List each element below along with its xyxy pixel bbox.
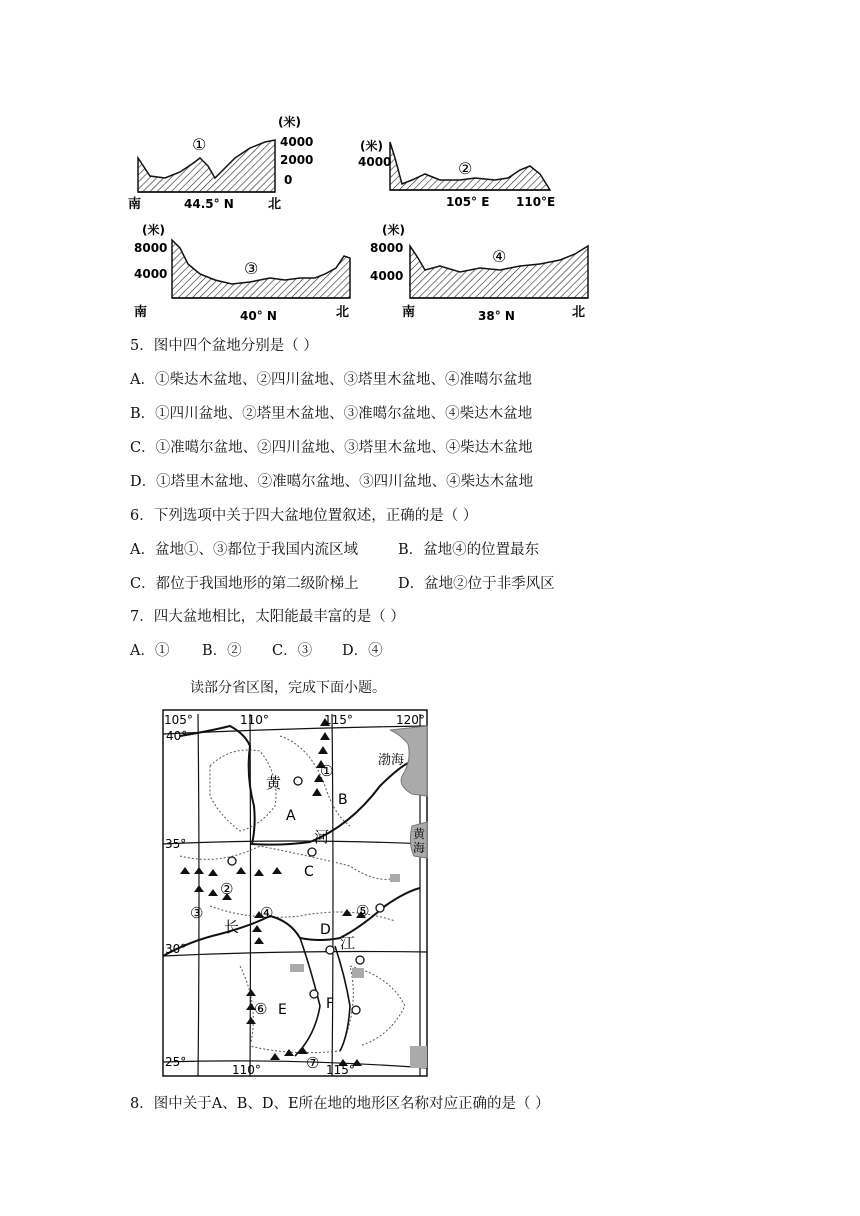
profile-3-unit: (米) <box>142 223 165 237</box>
mountain-marker-7: ⑦ <box>306 1054 320 1072</box>
lat-label: 35° <box>165 837 187 851</box>
sea-label-huanghai-2: 海 <box>413 841 426 855</box>
region-letter-a: A <box>286 808 296 824</box>
river-label-chang: 长 <box>224 918 240 936</box>
q5-option-b: B．①四川盆地、②塔里木盆地、③准噶尔盆地、④柴达木盆地 <box>130 406 533 422</box>
q6-option-d: D．盆地②位于非季风区 <box>398 576 555 592</box>
basin-profiles-figure <box>120 108 600 328</box>
q5-option-a: A．①柴达木盆地、②四川盆地、③塔里木盆地、④准噶尔盆地 <box>130 372 532 388</box>
profile-1-mid: 44.5° N <box>184 197 234 211</box>
profile-1-marker: ① <box>192 135 207 154</box>
q7-option-d: D．④ <box>342 643 383 659</box>
lat-label: 25° <box>165 1055 187 1069</box>
region-letter-d: D <box>320 922 331 938</box>
profile-4-marker: ④ <box>492 247 507 266</box>
lat-label: 30° <box>165 942 187 956</box>
map-intro-text: 读部分省区图，完成下面小题。 <box>190 680 386 696</box>
q7-option-b: B．② <box>202 643 242 659</box>
river-label-huang: 黄 <box>266 774 282 792</box>
q7-stem: 7．四大盆地相比，太阳能最丰富的是（ ） <box>130 609 405 625</box>
q7-option-a: A．① <box>130 643 170 659</box>
profile-3-tick: 8000 <box>134 241 168 255</box>
profile-4-left: 南 <box>402 305 416 320</box>
region-letter-e: E <box>278 1002 287 1018</box>
river-label-he: 河 <box>314 828 330 846</box>
mountain-marker-1: ① <box>320 762 334 780</box>
region-letter-b: B <box>338 792 348 808</box>
profile-3 <box>134 222 350 323</box>
profile-3-right: 北 <box>336 305 350 320</box>
q5-option-c: C．①准噶尔盆地、②四川盆地、③塔里木盆地、④柴达木盆地 <box>130 440 533 456</box>
lon-label: 115° <box>326 1063 355 1077</box>
lon-label: 120° <box>396 713 425 727</box>
profile-3-tick: 4000 <box>134 267 168 281</box>
region-letter-f: F <box>326 996 335 1012</box>
profile-1-right: 北 <box>268 197 282 212</box>
q7-option-c: C．③ <box>272 643 313 659</box>
mountain-marker-5: ⑤ <box>356 902 370 920</box>
profile-4-right: 北 <box>572 305 586 320</box>
profile-2-unit: (米) <box>360 139 383 153</box>
profile-2 <box>358 138 555 209</box>
lon-label: 110° <box>240 713 269 727</box>
profile-4-unit: (米) <box>382 223 405 237</box>
province-map <box>150 706 440 1082</box>
profile-1-unit: (米) <box>278 115 301 129</box>
q5-option-d: D．①塔里木盆地、②准噶尔盆地、③四川盆地、④柴达木盆地 <box>130 474 534 490</box>
profile-4 <box>370 222 588 323</box>
q5-stem: 5．图中四个盆地分别是（ ） <box>130 338 318 354</box>
profile-3-marker: ③ <box>244 259 259 278</box>
mountain-marker-4: ④ <box>260 904 274 922</box>
mountain-marker-6: ⑥ <box>254 1000 268 1018</box>
profile-4-mid: 38° N <box>478 309 515 323</box>
profile-2-tick: 4000 <box>358 155 392 169</box>
profile-3-left: 南 <box>134 305 148 320</box>
q6-option-c: C．都位于我国地形的第二级阶梯上 <box>130 576 359 592</box>
profile-3-mid: 40° N <box>240 309 277 323</box>
profile-2-marker: ② <box>458 159 473 178</box>
profile-1-tick: 4000 <box>280 135 314 149</box>
mountain-marker-3: ③ <box>190 904 204 922</box>
profile-4-tick: 4000 <box>370 269 404 283</box>
river-label-jiang: 江 <box>340 934 356 952</box>
lon-label: 115° <box>324 713 353 727</box>
lat-label: 40° <box>166 729 188 743</box>
q6-option-b: B．盆地④的位置最东 <box>398 542 540 558</box>
q6-stem: 6．下列选项中关于四大盆地位置叙述，正确的是（ ） <box>130 508 478 524</box>
sea-label-bohai: 渤海 <box>378 753 405 768</box>
profile-1 <box>128 114 313 212</box>
region-letter-c: C <box>304 864 314 880</box>
lon-label: 105° <box>164 713 193 727</box>
sea-label-huanghai-1: 黄 <box>413 827 426 841</box>
lon-label: 110° <box>232 1063 261 1077</box>
profile-1-left: 南 <box>128 197 142 212</box>
profile-2-right: 110°E <box>516 195 556 209</box>
profile-2-mid: 105° E <box>446 195 490 209</box>
profile-1-tick: 0 <box>284 173 293 187</box>
q6-option-a: A．盆地①、③都位于我国内流区域 <box>130 542 358 558</box>
mountain-marker-2: ② <box>220 880 234 898</box>
q8-stem: 8．图中关于A、B、D、E所在地的地形区名称对应正确的是（ ） <box>130 1096 550 1112</box>
profile-4-tick: 8000 <box>370 241 404 255</box>
profile-1-tick: 2000 <box>280 153 314 167</box>
